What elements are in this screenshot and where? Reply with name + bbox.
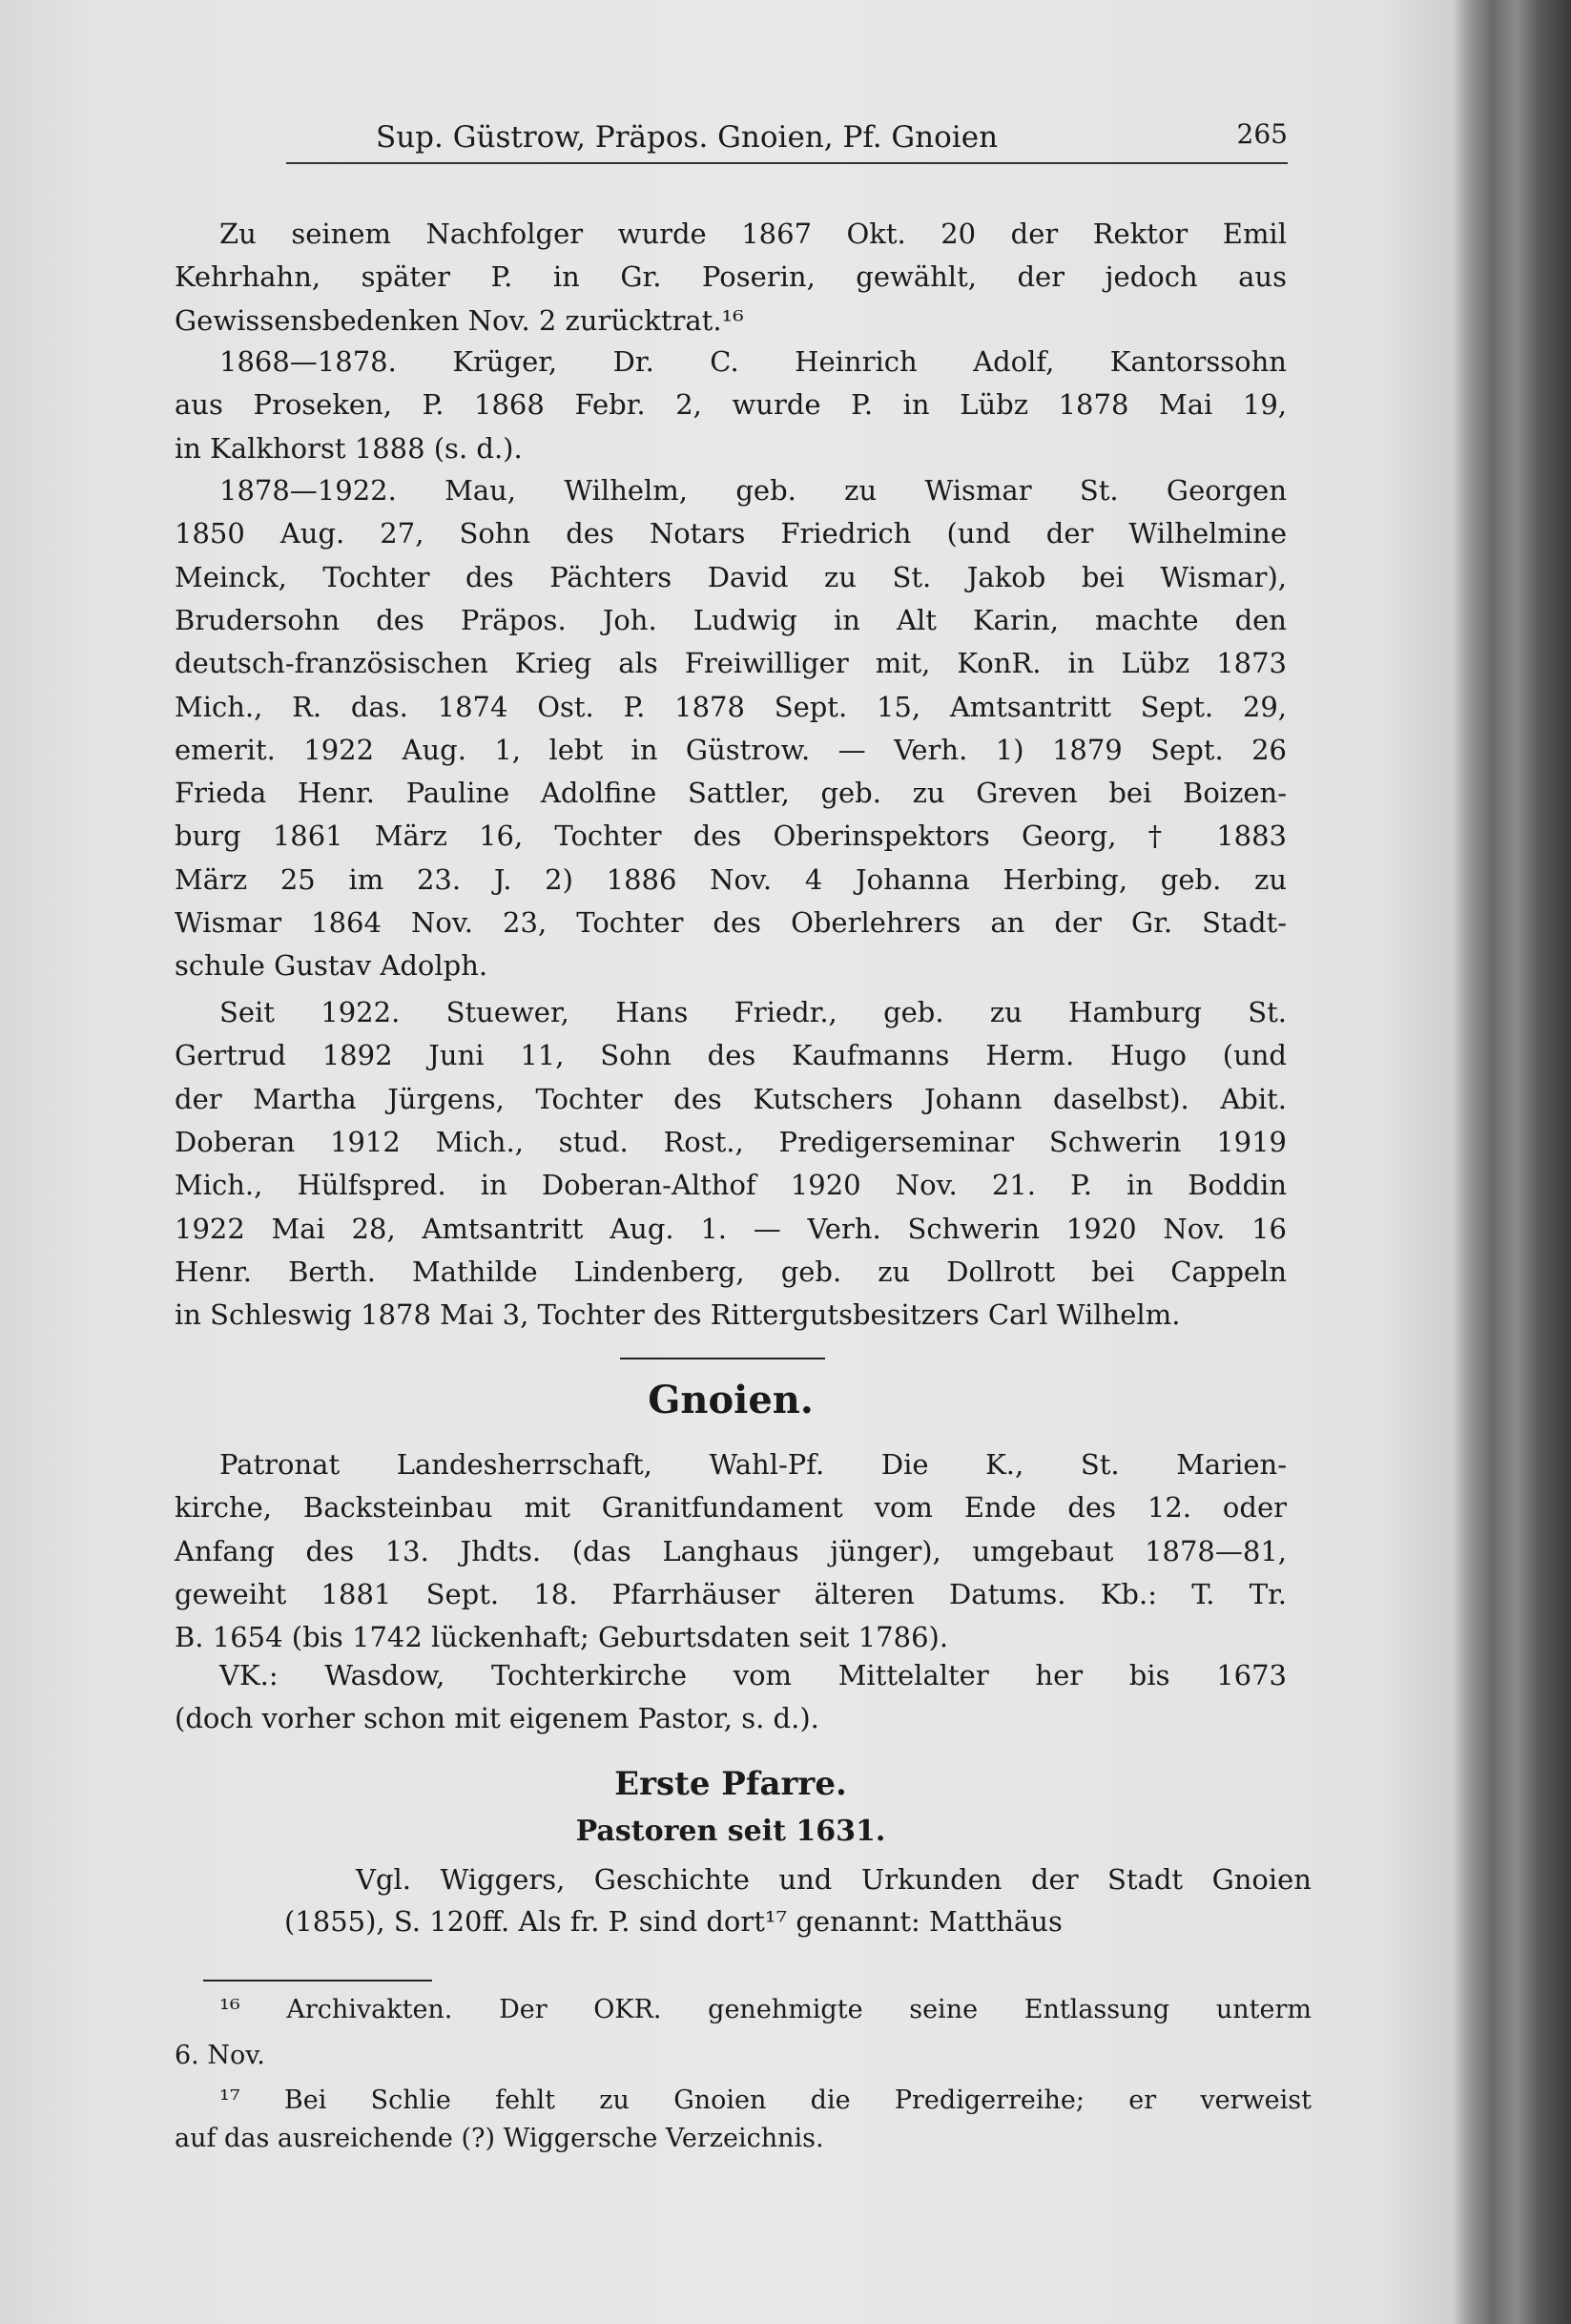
text-line: in Schleswig 1878 Mai 3, Tochter des Rittergutsbesitzers Carl Wilhelm. [175, 1298, 1181, 1332]
text-line: kirche, Backsteinbau mit Granitfundament vom Ende des 12. oder [175, 1491, 1287, 1525]
text-line: März 25 im 23. J. 2) 1886 Nov. 4 Johanna Herbing, geb. zu [175, 862, 1287, 896]
text-line: (doch vorher schon mit eigenem Pastor, s. d.). [175, 1702, 819, 1735]
text-line: 6. Nov. [175, 2041, 265, 2070]
text-line: deutsch-französischen Krieg als Freiwilliger mit, KonR. in Lübz 1873 [175, 647, 1287, 680]
text-line: Gertrud 1892 Juni 11, Sohn des Kaufmanns Herm. Hugo (und [175, 1039, 1287, 1072]
footnote-rule [203, 1980, 432, 1982]
heading-gnoien: Gnoien. [648, 1378, 814, 1422]
text-line: Vgl. Wiggers, Geschichte und Urkunden der Stadt Gnoien [356, 1863, 1312, 1896]
running-header [286, 118, 1288, 164]
text-line: Seit 1922. Stuewer, Hans Friedr., geb. zu Hamburg St. [219, 996, 1287, 1028]
text-line: Zu seinem Nachfolger wurde 1867 Okt. 20 der Rektor Emil [219, 218, 1287, 250]
text-line: ¹⁶ Archivakten. Der OKR. genehmigte seine Entlassung unterm [219, 1995, 1312, 2024]
section-divider [620, 1358, 825, 1359]
text-line: Kehrhahn, später P. in Gr. Poserin, gewählt, der jedoch aus [175, 260, 1287, 294]
text-line: schule Gustav Adolph. [175, 949, 488, 983]
text-line: 1868—1878. Krüger, Dr. C. Heinrich Adolf, Kantorssohn [219, 345, 1287, 378]
text-line: Mich., Hülfspred. in Doberan-Althof 1920 Nov. 21. P. in Boddin [175, 1169, 1287, 1202]
text-line: Doberan 1912 Mich., stud. Rost., Predigerseminar Schwerin 1919 [175, 1125, 1287, 1158]
text-line: B. 1654 (bis 1742 lückenhaft; Geburtsdaten seit 1786). [175, 1621, 949, 1654]
text-line: Brudersohn des Präpos. Joh. Ludwig in Alt Karin, machte den [175, 603, 1287, 636]
text-line: in Kalkhorst 1888 (s. d.). [175, 431, 523, 465]
page-number: 265 [1236, 118, 1288, 150]
text-line: Patronat Landesherrschaft, Wahl-Pf. Die K., St. Marien- [219, 1448, 1287, 1481]
heading-erste-pfarre: Erste Pfarre. [614, 1765, 847, 1803]
text-line: Meinck, Tochter des Pächters David zu St. Jakob bei Wismar), [175, 560, 1287, 593]
text-line: aus Proseken, P. 1868 Febr. 2, wurde P. in Lübz 1878 Mai 19, [175, 388, 1287, 422]
text-line: Gewissensbedenken Nov. 2 zurücktrat.¹⁶ [175, 303, 744, 337]
text-line: Anfang des 13. Jhdts. (das Langhaus jünger), umgebaut 1878—81, [175, 1534, 1287, 1567]
header-title: Sup. Güstrow, Präpos. Gnoien, Pf. Gnoien [375, 120, 999, 155]
text-line: Wismar 1864 Nov. 23, Tochter des Oberlehrers an der Gr. Stadt- [175, 906, 1287, 939]
text-line: ¹⁷ Bei Schlie fehlt zu Gnoien die Predigerreihe; er verweist [219, 2085, 1312, 2115]
text-line: 1922 Mai 28, Amtsantritt Aug. 1. — Verh. Schwerin 1920 Nov. 16 [175, 1212, 1287, 1245]
text-line: Henr. Berth. Mathilde Lindenberg, geb. zu Dollrott bei Cappeln [175, 1255, 1287, 1288]
text-line: auf das ausreichende (?) Wiggersche Verzeichnis. [175, 2124, 824, 2153]
text-line: (1855), S. 120ff. Als fr. P. sind dort¹⁷ genannt: Matthäus [284, 1905, 1063, 1938]
text-line: 1850 Aug. 27, Sohn des Notars Friedrich (und der Wilhelmine [175, 517, 1287, 550]
text-line: 1878—1922. Mau, Wilhelm, geb. zu Wismar St. Georgen [219, 474, 1287, 507]
text-line: Frieda Henr. Pauline Adolfine Sattler, geb. zu Greven bei Boizen- [175, 777, 1287, 810]
text-line: der Martha Jürgens, Tochter des Kutschers Johann daselbst). Abit. [175, 1082, 1287, 1115]
text-line: emerit. 1922 Aug. 1, lebt in Güstrow. — Verh. 1) 1879 Sept. 26 [175, 733, 1287, 766]
heading-pastoren: Pastoren seit 1631. [575, 1815, 886, 1848]
text-line: geweiht 1881 Sept. 18. Pfarrhäuser älteren Datums. Kb.: T. Tr. [175, 1577, 1287, 1610]
text-line: VK.: Wasdow, Tochterkirche vom Mittelalter her bis 1673 [219, 1659, 1287, 1691]
text-line: burg 1861 März 16, Tochter des Oberinspektors Georg, † 1883 [175, 820, 1287, 853]
text-line: Mich., R. das. 1874 Ost. P. 1878 Sept. 15, Amtsantritt Sept. 29, [175, 690, 1287, 723]
